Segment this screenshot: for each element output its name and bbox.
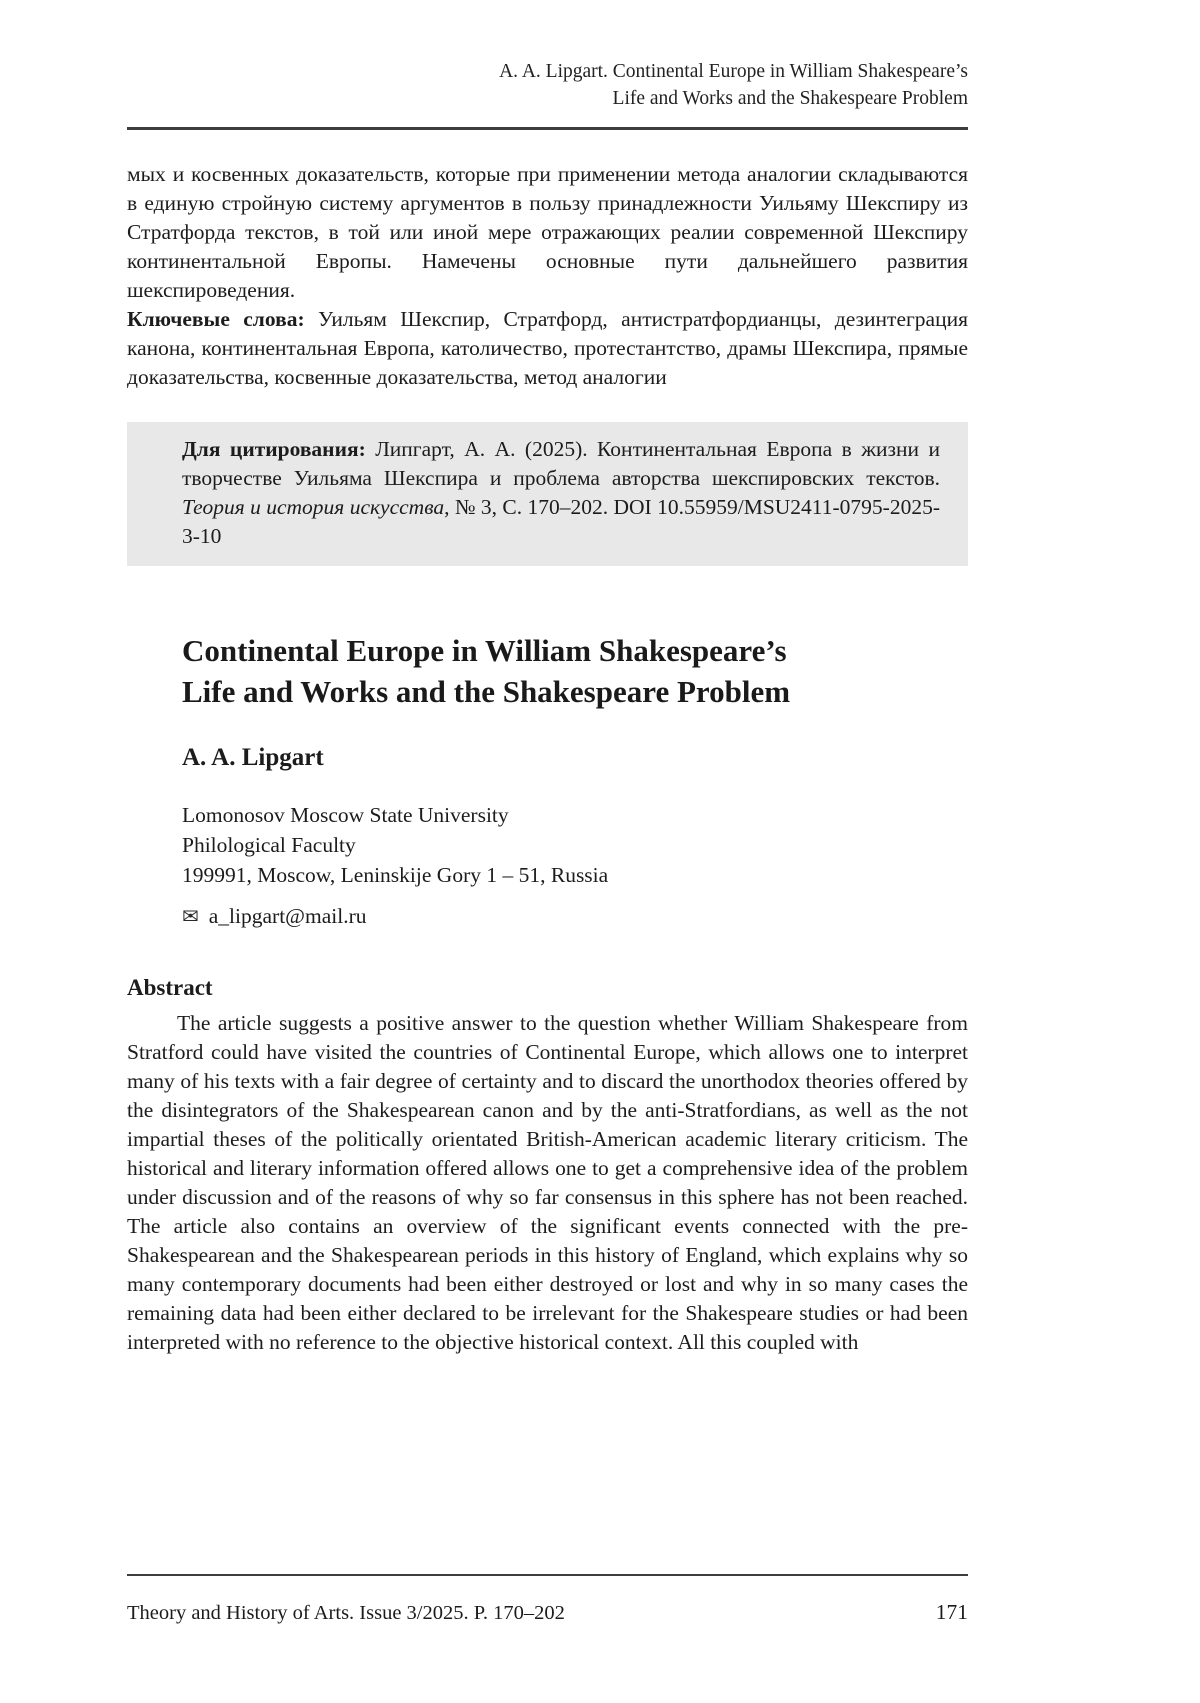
- page-body: [127, 130, 968, 1357]
- citation-text-before: Липгарт, А. А. (2025). Континентальная Европа в жизни и творчестве Уильяма Шекспира и проблема авторства шекспировских текстов.: [182, 436, 941, 490]
- abstract-text: The article suggests a positive answer to the question whether William Shakespeare from Stratford could have visited the countries of Continental Europe, which allows one to interpret many of his texts with a fair degree of certainty and to discard the unorthodox theories offered by the disintegrators of the Shakespearean canon and by the anti-Stratfordians, as well as the not impartial theses of the politically orientated British-American academic literary criticism. The historical and literary information offered allows one to get a comprehensive idea of the problem under discussion and of the reasons of why so far consensus in this sphere has not been reached. The article also contains an overview of the significant events connected with the pre-Shakespearean and the Shakespearean periods in this history of England, which explains why so many contemporary documents had been either destroyed or lost and why in so many cases the remaining data had been either declared to be irrelevant for the Shakespeare studies or had been interpreted with no reference to the objective historical context. All this coupled with: [127, 1010, 968, 1354]
- article-title-line2: Life and Works and the Shakespeare Problem: [182, 673, 791, 709]
- footer-rule: [127, 1574, 968, 1577]
- running-header-line1: A. A. Lipgart. Continental Europe in William Shakespeare’s: [499, 61, 968, 82]
- article-title: [182, 630, 968, 712]
- email-address: a_lipgart@mail.ru: [208, 903, 367, 928]
- citation-paragraph: [182, 435, 940, 551]
- page-number: 171: [935, 1600, 968, 1624]
- affiliation-faculty: Philological Faculty: [182, 832, 356, 857]
- running-header: [127, 58, 968, 130]
- russian-annotation-continuation: мых и косвенных доказательств, которые при применении метода аналогии складываются в единую стройную систему аргументов в пользу принадлежности Уильяму Шекспиру из Стратфорда текстов, в той или иной мере отражающих реалии современной Шекспиру континентальной Европы. Намечены основные пути дальнейшего развития шекспироведения.: [127, 161, 968, 302]
- affiliation-block: [182, 800, 968, 890]
- keywords-label: Ключевые слова:: [127, 306, 305, 331]
- envelope-icon: ✉: [182, 904, 199, 928]
- citation-text-after: , № 3, С. 170–202. DOI 10.55959/MSU2411-0795-2025-3-10: [182, 494, 940, 548]
- author-name: A. A. Lipgart: [182, 743, 324, 771]
- citation-label: Для цитирования:: [182, 436, 366, 461]
- abstract-heading: Abstract: [127, 974, 213, 1000]
- affiliation-university: Lomonosov Moscow State University: [182, 802, 509, 827]
- affiliation-address: 199991, Moscow, Leninskije Gory 1 – 51, Russia: [182, 862, 609, 887]
- footer-journal-info: Theory and History of Arts. Issue 3/2025. P. 170–202: [127, 1602, 565, 1624]
- email-line: [182, 904, 968, 929]
- article-title-line1: Continental Europe in William Shakespeare’s: [182, 632, 787, 668]
- citation-journal-title: Теория и история искусства: [182, 494, 445, 519]
- keywords-paragraph: [127, 305, 968, 392]
- keywords-text: Уильям Шекспир, Стратфорд, антистратфордианцы, дезинтеграция канона, континентальная Европа, католичество, протестантство, драмы Шекспира, прямые доказательства, косвенные доказательства, метод аналогии: [127, 306, 968, 389]
- page-footer: [127, 1574, 968, 1626]
- running-header-line2: Life and Works and the Shakespeare Problem: [612, 88, 968, 109]
- citation-box: [127, 422, 968, 566]
